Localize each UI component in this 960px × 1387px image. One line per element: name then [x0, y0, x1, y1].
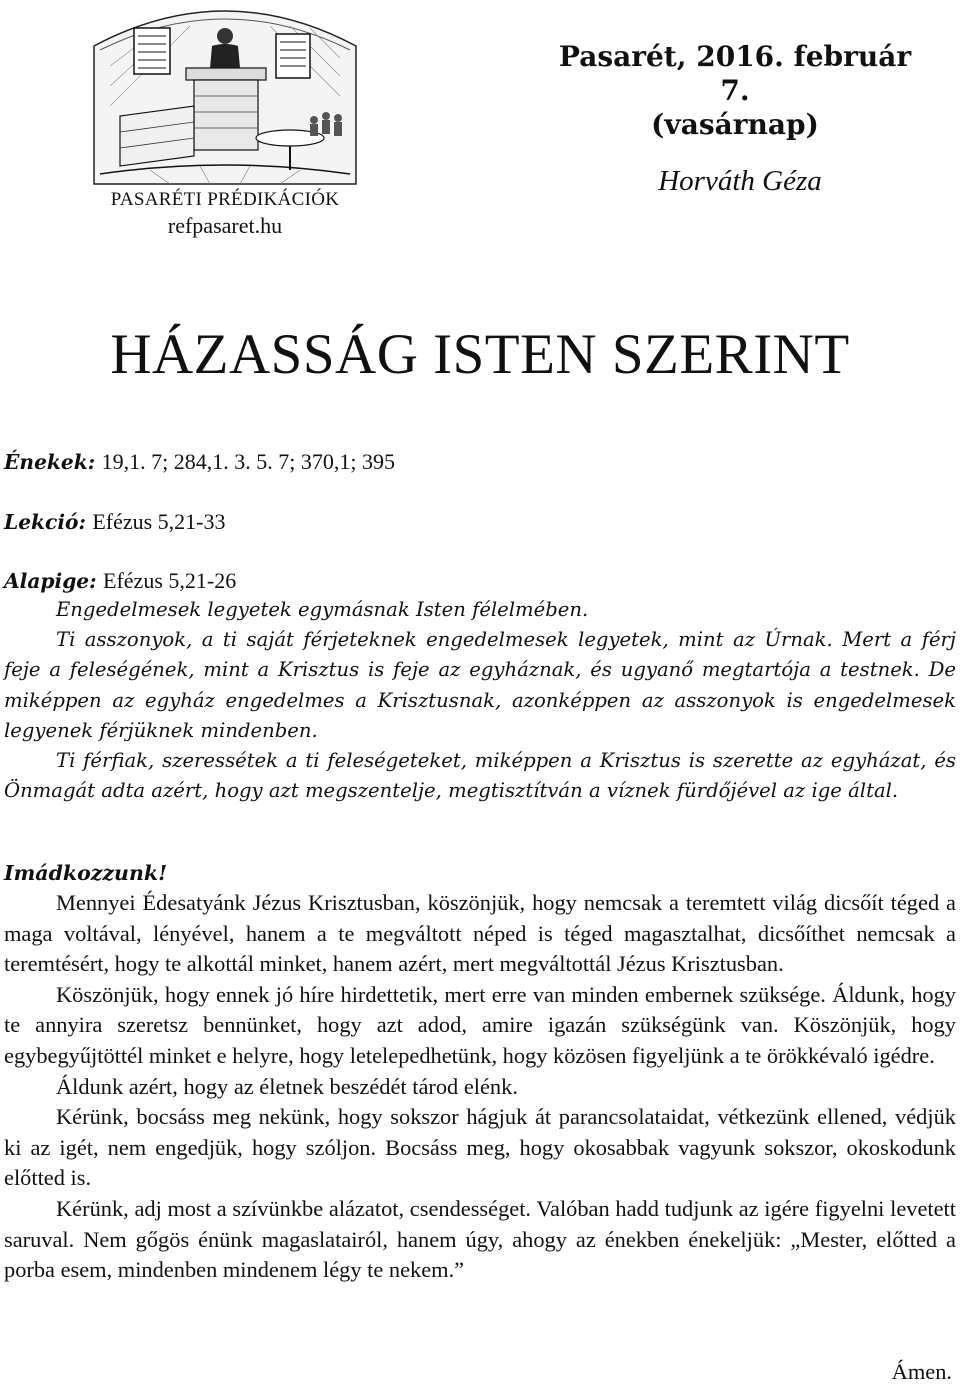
prayer-paragraph: Mennyei Édesatyánk Jézus Krisztusban, köszönjük, hogy nemcsak a teremtett világ dicsőít téged a maga voltával, lényével, hanem a te megváltott néped is téged magasztalhat, dicsőíthet nemcsak a teremtésért, hogy te alkottál minket, hanem azért, mert megváltottál Jézus Krisztusban.	[4, 890, 956, 977]
reading-label: Lekció:	[4, 510, 86, 534]
scripture-paragraph: Engedelmesek legyetek egymásnak Isten félelmében.	[56, 598, 589, 621]
pulpit-illustration-icon	[90, 6, 360, 186]
author-name: Horváth Géza	[658, 165, 822, 197]
reading-value: Efézus 5,21-33	[92, 509, 226, 534]
prayer-paragraph: Köszönjük, hogy ennek jó híre hirdettetik, mert erre van minden embernek szüksége. Áldunk, hogy te annyira szeretsz bennünket, hogy azt adod, amire igazán szükségünk van. Köszönjük, hogy egybegyűjtöttél minket e helyre, hogy letelepedhetünk, hogy közösen figyeljünk a te örökkévaló igédre.	[4, 981, 956, 1068]
scripture-paragraph: Ti asszonyok, a ti saját férjeteknek engedelmesek legyetek, mint az Úrnak. Mert a férj feje a feleségének, mint a Krisztus is feje az egyháznak, és ugyanő megtartója a testnek. De miképpen az egyház engedelmes a Krisztusnak, azonképpen az asszonyok is engedelmesek legyenek férjüknek mindenben.	[4, 628, 956, 742]
base-verse-value: Efézus 5,21-26	[103, 568, 237, 593]
logo-block	[90, 6, 360, 244]
prayer-text	[4, 888, 956, 1286]
hymns-label: Énekek:	[4, 450, 96, 474]
logo-caption-title: PASARÉTI PRÉDIKÁCIÓK	[110, 189, 340, 210]
base-verse-label: Alapige:	[4, 569, 97, 593]
prayer-paragraph: Kérünk, adj most a szívünkbe alázatot, csendességet. Valóban hadd tudjunk az igére figyelni levetett saruval. Nem gőgös énünk magaslatairól, hanem úgy, ahogy az énekben énekeljük: „Mester, előtted a porba esem, mindenben mindenem légy te nekem.”	[4, 1195, 956, 1283]
date-line: Pasarét, 2016. február 7.	[558, 40, 912, 107]
sermon-date	[540, 40, 930, 142]
scripture-quote	[4, 595, 956, 806]
prayer-closing: Ámen.	[891, 1359, 952, 1384]
logo-caption-website: refpasaret.hu	[167, 213, 283, 238]
hymns-value: 19,1. 7; 284,1. 3. 5. 7; 370,1; 395	[101, 449, 395, 474]
page-title: HÁZASSÁG ISTEN SZERINT	[110, 323, 850, 386]
prayer-paragraph: Kérünk, bocsáss meg nekünk, hogy sokszor hágjuk át parancsolataidat, vétkezünk ellened, védjük ki az igét, nem engedjük, hogy szóljon. Bocsáss meg, hogy okosabbak vagyunk sokszor, okoskodunk előtted is.	[4, 1104, 956, 1191]
scripture-paragraph: Ti férfiak, szeressétek a ti feleségeteket, miképpen a Krisztus is szerette az egyházat, és Önmagát adta azért, hogy azt megszentelje, megtisztítván a víznek fürdőjével az ige által.	[4, 749, 956, 803]
base-verse-line	[4, 566, 956, 596]
hymns-line	[4, 447, 956, 477]
reading-line	[4, 507, 956, 537]
prayer-paragraph: Áldunk azért, hogy az életnek beszédét tárod elénk.	[56, 1073, 518, 1099]
weekday-line: (vasárnap)	[651, 108, 819, 141]
prayer-heading: Imádkozzunk!	[4, 861, 168, 885]
